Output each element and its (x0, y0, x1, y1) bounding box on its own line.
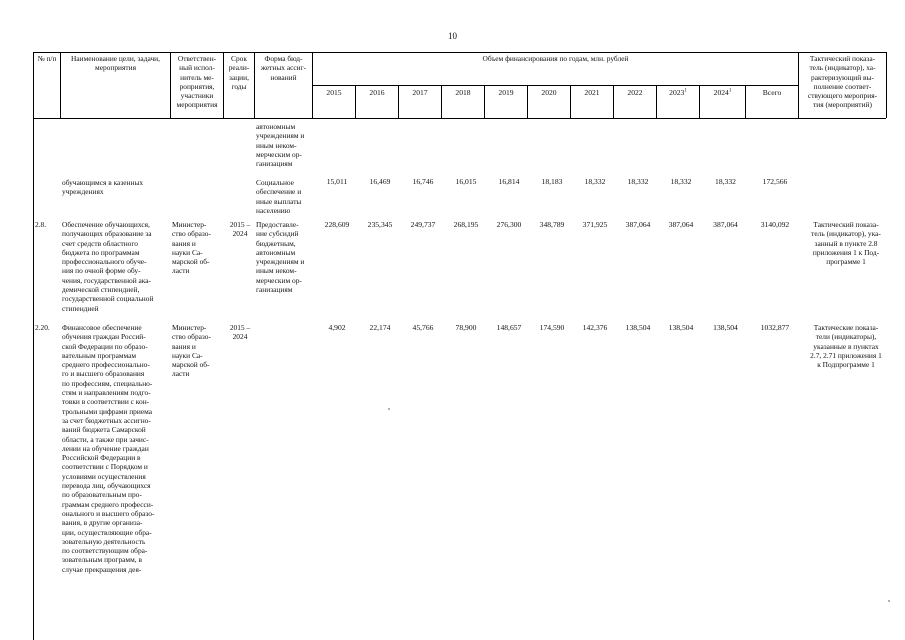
value-cell: 138,504 (713, 323, 738, 332)
row-number: 2.8. (35, 220, 47, 229)
header-indicator: Тактический показа- тель (индикатор), ха- рактеризующий вы- полнение соответ- ствующего мероприя- тия (мероприятий) (807, 54, 878, 110)
row-form: Социальное обеспечение и иные выплаты населению (256, 178, 302, 215)
value-cell: 16,814 (498, 177, 520, 186)
row-form: автономным учреждениям и иным неком- мерческим ор- ганизациям (256, 122, 305, 169)
scan-speck (388, 408, 390, 410)
value-cell: 45,766 (412, 323, 434, 332)
value-cell: 16,469 (369, 177, 391, 186)
row-name: обучающимся в казенных учреждениях (62, 178, 144, 197)
value-cell: 138,504 (668, 323, 694, 332)
value-cell: 228,609 (324, 220, 350, 229)
col-line (886, 52, 887, 118)
row-name: Финансовое обеспечение обучения граждан Россий- ской Федерации по образо- вательным программам среднего профессионально- го и высшего образования по профессиям, специально- стям и направлениям подго- товки в соответствии с кон- трольными цифрами приема за счет бюджетных ассигно- ваний бюджета Самарской области, а также при зачис- лении на обучение граждан Российской Федерации в соответствии с Порядком и условиями осуществления перевода лиц, обучающихся по образовательным про- граммам среднего професси- онального и высшего образо- вания, в другие организа- ции, осуществляющие обра- зовательную деятельность по соответствующим обра- зовательным программ, в случае прекращения дея- (62, 323, 155, 574)
row-indicator: Тактический показа- тель (индикатор), ука- занный в пункте 2.8 приложения 1 к Под- программе 1 (811, 220, 881, 267)
header-form: Форма бюд- жетных ассиг- нований (260, 54, 307, 82)
value-cell: 387,064 (668, 220, 694, 229)
row-term: 2015 – 2024 (229, 220, 251, 239)
value-cell: 22,174 (369, 323, 391, 332)
value-cell: 18,332 (670, 177, 692, 186)
value-cell: 4,902 (328, 323, 346, 332)
value-cell: 387,064 (625, 220, 651, 229)
value-cell: 268,195 (453, 220, 479, 229)
value-cell: 174,590 (539, 323, 565, 332)
col-line (33, 52, 34, 640)
value-cell: 276,300 (496, 220, 522, 229)
year-header: 2023$^1$ (669, 88, 687, 97)
header-responsible: Ответствен- ный испол- нитель ме- роприятия, участники мероприятия (176, 54, 218, 110)
value-cell: 235,345 (367, 220, 393, 229)
row-indicator: Тактические показа- тели (индикаторы), указанные в пунктах 2.7, 2.71 приложения 1 к Подпрограмме 1 (810, 323, 882, 370)
year-header: 2020 (541, 88, 557, 97)
value-cell: 348,789 (539, 220, 565, 229)
row-responsible: Министер- ство образо- вания и науки Са- марской об- ласти (172, 220, 211, 276)
year-header: 2016 (369, 88, 385, 97)
value-cell: 78,900 (455, 323, 477, 332)
value-cell: 172,566 (762, 177, 788, 186)
value-cell: 387,064 (713, 220, 738, 229)
value-cell: 3140,092 (760, 220, 790, 229)
value-cell: 138,504 (625, 323, 651, 332)
value-cell: 18,332 (715, 177, 736, 186)
row-number: 2.20. (35, 323, 50, 332)
year-header: 2024$^1$ (713, 88, 732, 97)
value-cell: 18,332 (584, 177, 606, 186)
header-term: Срок реали- зации, годы (228, 54, 250, 91)
page-number: 10 (448, 31, 457, 41)
row-form: Предоставле- ние субсидий бюджетным, автономным учреждениям и иным неком- мерческим ор- ганизациям (256, 220, 305, 295)
value-cell: 16,746 (412, 177, 434, 186)
value-cell: 249,737 (410, 220, 436, 229)
value-cell: 371,925 (582, 220, 608, 229)
year-header: 2021 (584, 88, 600, 97)
year-header: 2017 (412, 88, 428, 97)
years-divider (312, 85, 798, 86)
year-header: 2018 (455, 88, 471, 97)
value-cell: 16,015 (455, 177, 477, 186)
table-top-border (33, 52, 886, 53)
value-cell: 18,332 (627, 177, 649, 186)
value-cell: 1032,877 (760, 323, 790, 332)
financing-table (0, 52, 905, 640)
header-name: Наименование цели, задачи, мероприятия (71, 54, 160, 73)
row-term: 2015 – 2024 (229, 323, 251, 342)
year-header: 2019 (498, 88, 514, 97)
year-header: Всего (762, 88, 782, 97)
value-cell: 148,657 (496, 323, 522, 332)
value-cell: 15,011 (326, 177, 348, 186)
year-header: 2022 (627, 88, 643, 97)
year-header: 2015 (326, 88, 342, 97)
row-name: Обеспечение обучающихся, получающих образование за счет средств областного бюджета по программам профессионального обуче- ния по очной форме обу- чения, государственной ака- демической стипендией, государственной социальной стипендией (62, 220, 154, 313)
scan-speck (888, 600, 890, 602)
value-cell: 18,183 (541, 177, 563, 186)
header-number: № п/п (37, 54, 57, 63)
value-cell: 142,376 (582, 323, 608, 332)
header-bottom-border (33, 118, 886, 119)
row-responsible: Министер- ство образо- вания и науки Са- марской об- ласти (172, 323, 211, 379)
header-financing: Объем финансирования по годам, млн. рублей (482, 54, 629, 63)
